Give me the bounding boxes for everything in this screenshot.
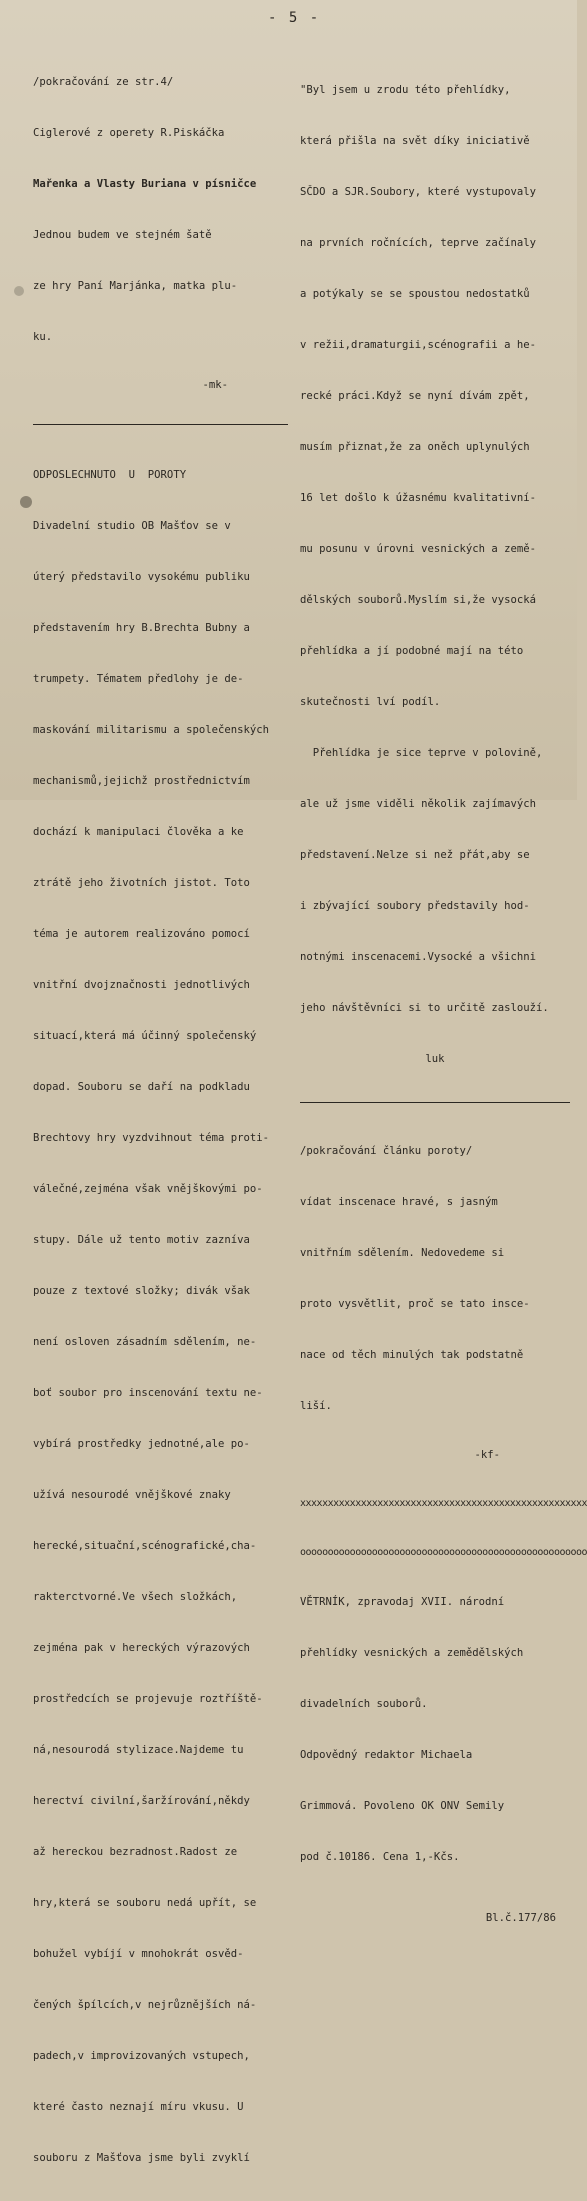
body-line: boť soubor pro inscenování textu ne- [33,1387,263,1399]
quote-line: a potýkaly se se spoustou nedostatků [300,288,530,300]
continuation-line: vnitřním sdělením. Nedovedeme si [300,1247,505,1259]
quote-line: 16 let došlo k úžasnému kvalitativní- [300,492,536,504]
body-line: herecké,situační,scénografické,cha- [33,1540,257,1552]
body-line: ztrátě jeho životních jistot. Toto [33,877,250,889]
body-line: Divadelní studio OB Mašťov se v [33,520,231,532]
body-line: pouze z textové složky; divák však [33,1285,250,1297]
colophon-line: VĚTRNÍK, zpravodaj XVII. národní [300,1596,505,1608]
body-line: téma je autorem realizováno pomocí [33,928,250,940]
quote-line: na prvních ročnících, teprve začínaly [300,237,536,249]
body-line: maskování militarismu a společenských [33,724,269,736]
body-line: válečné,zejména však vnějškovými po- [33,1183,263,1195]
divider [300,1102,570,1109]
body-line: čených špílcích,v nejrůznějších ná- [33,1999,257,2011]
body-line: zejména pak v hereckých výrazových [33,1642,250,1654]
body-line: není osloven zásadním sdělením, ne- [33,1336,257,1348]
body-line: Brechtovy hry vyzdvihnout téma proti- [33,1132,269,1144]
header-line: ze hry Paní Marjánka, matka plu- [33,280,238,292]
continuation-line: vídat inscenace hravé, s jasným [300,1196,498,1208]
quote-line: notnými inscenacemi.Vysocké a všichni [300,951,536,963]
body-line: vnitřní dvojznačnosti jednotlivých [33,979,250,991]
quote-line: v režii,dramaturgii,scénografii a he- [300,339,536,351]
quote-line: jeho návštěvníci si to určitě zaslouží. [300,1002,549,1014]
colophon-line: Odpovědný redaktor Michaela [300,1749,473,1761]
body-line: úterý představilo vysokému publiku [33,571,250,583]
punch-mark [20,496,32,508]
quote-line: skutečnosti lví podíl. [300,696,441,708]
o-rule: oooooooooooooooooooooooooooooooooooooooooooooooooooo [300,1547,587,1558]
left-column [33,40,288,2201]
body-line: trumpety. Tématem předlohy je de- [33,673,244,685]
divider [33,424,288,433]
continuation-line: liší. [300,1400,332,1412]
right-column [300,48,587,1961]
colophon-line: přehlídky vesnických a zemědělských [300,1647,524,1659]
continuation-line: nace od těch minulých tak podstatně [300,1349,524,1361]
quote-line: ale už jsme viděli několik zajímavých [300,798,536,810]
body-line: padech,v improvizovaných vstupech, [33,2050,250,2062]
quote-line: představení.Nelze si než přát,aby se [300,849,530,861]
quote-line: i zbývající soubory představily hod- [300,900,530,912]
body-line: představením hry B.Brechta Bubny a [33,622,250,634]
body-line: herectví civilní,šaržírování,někdy [33,1795,250,1807]
header-line: ku. [33,331,53,343]
punch-mark [14,286,24,296]
body-line: dopad. Souboru se daří na podkladu [33,1081,250,1093]
colophon-line: pod č.10186. Cena 1,-Kčs. [300,1851,460,1863]
continuation-line: proto vysvětlit, proč se tato insce- [300,1298,530,1310]
body-line: souboru z Mašťova jsme byli zvyklí [33,2152,250,2164]
quote-line: recké práci.Když se nyní dívám zpět, [300,390,530,402]
body-line: vybírá prostředky jednotné,ale po- [33,1438,250,1450]
body-line: prostředcích se projevuje roztříště- [33,1693,263,1705]
header-signature: -mk- [202,379,228,391]
quote-line: "Byl jsem u zrodu této přehlídky, [300,84,511,96]
quote-line: musím přiznat,že za oněch uplynulých [300,441,530,453]
header-line: Ciglerové z operety R.Piskáčka [33,127,225,139]
section-title: ODPOSLECHNUTO U POROTY [33,469,187,481]
body-line: dochází k manipulaci člověka a ke [33,826,244,838]
body-line: mechanismů,jejichž prostřednictvím [33,775,250,787]
colophon-line: divadelních souborů. [300,1698,428,1710]
body-line: situací,která má účinný společenský [33,1030,257,1042]
body-line: až hereckou bezradnost.Radost ze [33,1846,238,1858]
quote-line: dělských souborů.Myslím si,že vysocká [300,594,536,606]
colophon-line: Grimmová. Povoleno OK ONV Semily [300,1800,505,1812]
quote-line: SČDO a SJR.Soubory, které vystupovaly [300,186,536,198]
header-line: /pokračování ze str.4/ [33,76,174,88]
body-line: stupy. Dále už tento motiv zazníva [33,1234,250,1246]
body-line: rakterctvorné.Ve všech složkách, [33,1591,238,1603]
body-line: hry,která se souboru nedá upřít, se [33,1897,257,1909]
quote-line: přehlídka a jí podobné mají na této [300,645,524,657]
quote-line: mu posunu v úrovni vesnických a země- [300,543,536,555]
body-line: ná,nesourodá stylizace.Najdeme tu [33,1744,244,1756]
continuation-signature: -kf- [474,1449,500,1461]
x-rule: xxxxxxxxxxxxxxxxxxxxxxxxxxxxxxxxxxxxxxxxxxxxxxxxxxxx [300,1498,587,1509]
body-line: užívá nesourodé vnějškové znaky [33,1489,231,1501]
body-line: které často neznají míru vkusu. U [33,2101,244,2113]
body-line: bohužel vybíjí v mnohokrát osvěd- [33,1948,244,1960]
registration-number: Bl.č.177/86 [485,1912,556,1924]
header-line: Jednou budem ve stejném šatě [33,229,212,241]
quote-line: která přišla na svět díky iniciativě [300,135,530,147]
header-line: Mařenka a Vlasty Buriana v písničce [33,178,257,190]
continuation-line: /pokračování článku poroty/ [300,1145,473,1157]
quote-line: Přehlídka je sice teprve v polovině, [300,747,543,759]
quote-signature: luk [425,1053,445,1065]
page-number: - 5 - [268,10,321,26]
